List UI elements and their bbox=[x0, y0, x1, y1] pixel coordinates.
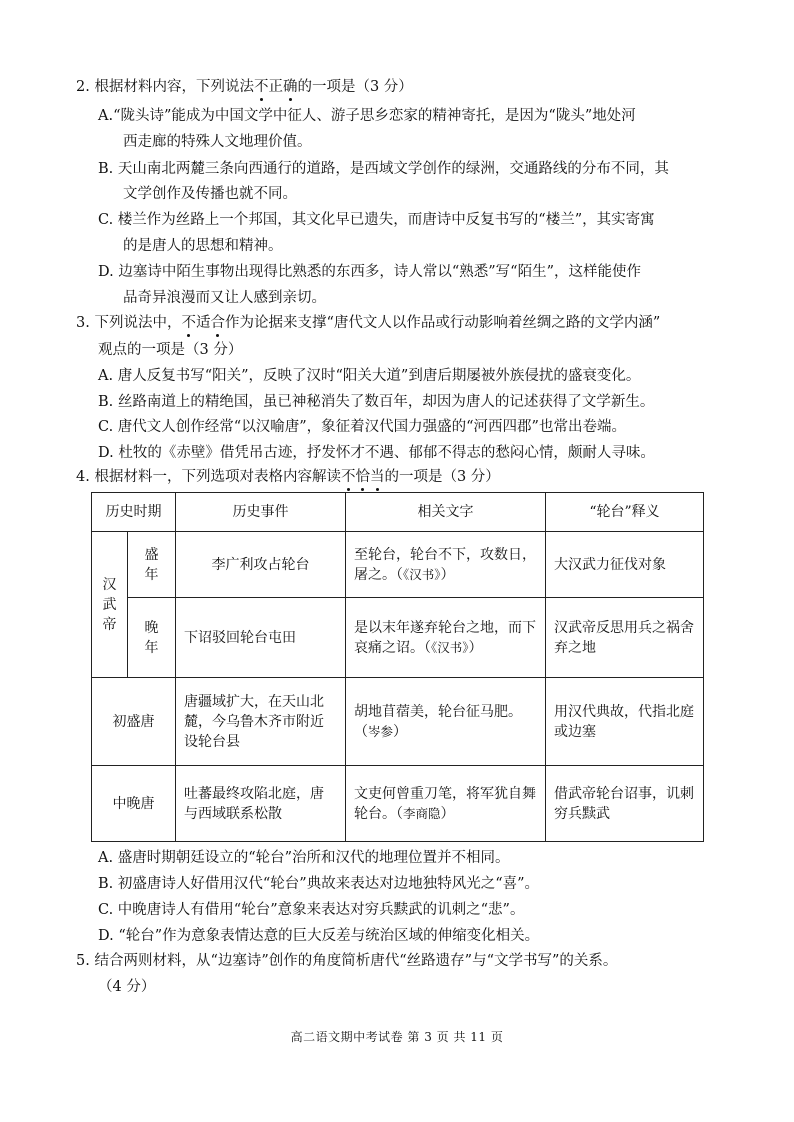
text-cell: 是以末年遂弃轮台之地，而下哀痛之诏。（《汉书》） bbox=[346, 598, 546, 678]
q2-option-a-cont: 西走廊的特殊人文地理价值。 bbox=[123, 134, 312, 150]
header-period: 历史时期 bbox=[92, 493, 176, 532]
q2-option-b: B. 天山南北两麓三条向西通行的道路，是西域文学创作的绿洲，交通路线的分布不同，其 bbox=[98, 161, 669, 177]
q5-stem: 5. 结合两则材料，从“边塞诗”创作的角度简析唐代“丝路遗存”与“文学书写”的关系。 bbox=[76, 953, 618, 969]
event-cell: 下诏驳回轮台屯田 bbox=[176, 598, 346, 678]
q4-option-b: B. 初盛唐诗人好借用汉代“轮台”典故来表达对边地独特风光之“喜”。 bbox=[98, 876, 540, 892]
period-cell: 中晚唐 bbox=[92, 766, 176, 842]
q3-stem-cont: 观点的一项是（3 分） bbox=[98, 342, 243, 358]
header-event: 历史事件 bbox=[176, 493, 346, 532]
meaning-cell: 借武帝轮台诏事，讥刺穷兵黩武 bbox=[546, 766, 704, 842]
q5-stem-cont: （4 分） bbox=[98, 979, 156, 995]
q3-stem: 3. 下列说法中，不适合作为论据来支撑“唐代文人以作品或行动影响着丝绸之路的文学内涵” bbox=[76, 315, 661, 331]
meaning-cell: 用汉代典故，代指北庭或边塞 bbox=[546, 678, 704, 766]
table-row bbox=[92, 678, 704, 766]
table-header-row bbox=[92, 493, 704, 532]
period-han-wudi: 汉 武 帝 bbox=[92, 532, 128, 678]
table-row bbox=[92, 598, 704, 678]
text-cell: 文吏何曾重刀笔，将军犹自舞轮台。（李商隐） bbox=[346, 766, 546, 842]
q4-option-d: D. “轮台”作为意象表情达意的巨大反差与统治区域的伸缩变化相关。 bbox=[98, 928, 540, 944]
text-cell: 至轮台，轮台不下，攻数日，屠之。（《汉书》） bbox=[346, 532, 546, 598]
meaning-cell: 汉武帝反思用兵之祸舍弃之地 bbox=[546, 598, 704, 678]
q2-option-a: A.“陇头诗”能成为中国文学中征人、游子思乡恋家的精神寄托，是因为“陇头”地处河 bbox=[98, 108, 636, 124]
q2-option-b-cont: 文学创作及传播也就不同。 bbox=[123, 186, 297, 202]
period-cell: 初盛唐 bbox=[92, 678, 176, 766]
q3-option-c: C. 唐代文人创作经常“以汉喻唐”，象征着汉代国力强盛的“河西四郡”也常出卷端。 bbox=[98, 419, 626, 435]
q4-option-c: C. 中晚唐诗人有借用“轮台”意象来表达对穷兵黩武的讥刺之“悲”。 bbox=[98, 902, 525, 918]
q2-option-d-cont: 品奇异浪漫而又让人感到亲切。 bbox=[123, 290, 326, 306]
q2-option-c-cont: 的是唐人的思想和精神。 bbox=[123, 238, 283, 254]
q4-option-a: A. 盛唐时期朝廷设立的“轮台”治所和汉代的地理位置并不相同。 bbox=[98, 850, 510, 866]
q4-stem: 4. 根据材料一，下列选项对表格内容解读不恰当的一项是（3 分） bbox=[76, 469, 500, 485]
q2-option-d: D. 边塞诗中陌生事物出现得比熟悉的东西多，诗人常以“熟悉”写“陌生”，这样能使作 bbox=[98, 264, 641, 280]
event-cell: 吐蕃最终攻陷北庭，唐与西域联系松散 bbox=[176, 766, 346, 842]
lunta-table bbox=[91, 492, 704, 842]
header-text: 相关文字 bbox=[346, 493, 546, 532]
q3-option-d: D. 杜牧的《赤壁》借凭吊古迹，抒发怀才不遇、郁郁不得志的愁闷心情，颇耐人寻味。 bbox=[98, 445, 655, 461]
q2-stem: 2. 根据材料内容，下列说法不正确的一项是（3 分） bbox=[76, 79, 413, 95]
table-row bbox=[92, 532, 704, 598]
text-cell: 胡地苜蓿美，轮台征马肥。（岑参） bbox=[346, 678, 546, 766]
q3-option-a: A. 唐人反复书写“阳关”，反映了汉时“阳关大道”到唐后期屡被外族侵扰的盛衰变化。 bbox=[98, 368, 641, 384]
q3-option-b: B. 丝路南道上的精绝国，虽已神秘消失了数百年，却因为唐人的记述获得了文学新生。 bbox=[98, 394, 655, 410]
event-cell: 李广利攻占轮台 bbox=[176, 532, 346, 598]
table-row bbox=[92, 766, 704, 842]
event-cell: 唐疆域扩大，在天山北麓，今乌鲁木齐市附近设轮台县 bbox=[176, 678, 346, 766]
page-footer: 高二语文期中考试卷 第 3 页 共 11 页 bbox=[290, 1030, 504, 1044]
meaning-cell: 大汉武力征伐对象 bbox=[546, 532, 704, 598]
q2-option-c: C. 楼兰作为丝路上一个邦国，其文化早已遗失，而唐诗中反复书写的“楼兰”，其实寄寓 bbox=[98, 212, 655, 228]
subperiod-early: 盛 年 bbox=[128, 532, 176, 598]
header-meaning: “轮台”释义 bbox=[546, 493, 704, 532]
subperiod-late: 晚 年 bbox=[128, 598, 176, 678]
